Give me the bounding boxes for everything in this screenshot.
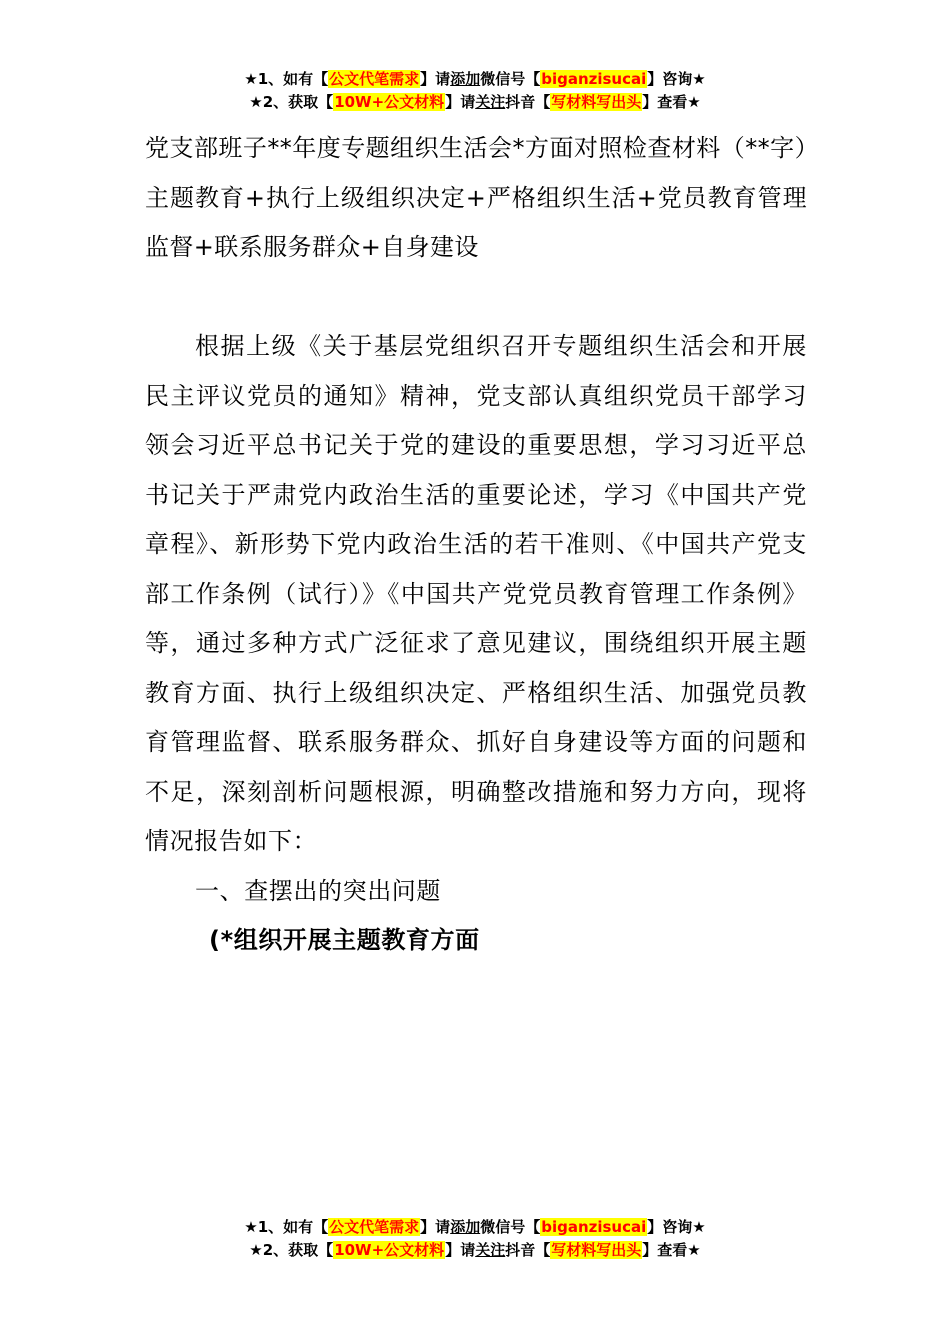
underlined-text: 关注	[475, 93, 506, 111]
banner-text: 】请	[420, 1218, 451, 1236]
highlight-materials: 10W+公文材料	[334, 1241, 445, 1259]
banner-text: 抖音【	[505, 1241, 551, 1259]
footer-banner	[0, 1216, 950, 1262]
banner-text: 】请	[445, 1241, 476, 1259]
blank-line	[145, 273, 807, 323]
banner-text: 抖音【	[505, 93, 551, 111]
highlight-service: 公文代笔需求	[329, 70, 420, 88]
banner-line-2	[0, 91, 950, 114]
banner-text: 】查看★	[642, 1241, 701, 1259]
highlight-wechat-id: biganzisucai	[541, 70, 647, 88]
highlight-douyin-name: 写材料写出头	[551, 1241, 642, 1259]
highlight-wechat-id: biganzisucai	[541, 1218, 647, 1236]
underlined-text: 添加	[450, 1218, 481, 1236]
document-title: 党支部班子**年度专题组织生活会*方面对照检查材料（**字）主题教育+执行上级组织决定+严格组织生活+党员教育管理监督+联系服务群众+自身建设	[145, 134, 807, 261]
banner-text: ★2、获取【	[249, 1241, 334, 1259]
banner-line-2	[0, 1239, 950, 1262]
highlight-materials: 10W+公文材料	[334, 93, 445, 111]
banner-text: 】请	[445, 93, 476, 111]
banner-text: ★1、如有【	[244, 1218, 329, 1236]
underlined-text: 添加	[450, 70, 481, 88]
intro-paragraph: 根据上级《关于基层党组织召开专题组织生活会和开展民主评议党员的通知》精神，党支部认真组织党员干部学习领会习近平总书记关于党的建设的重要思想，学习习近平总书记关于严肃党内政治生活的重要论述，学习《中国共产党章程》、新形势下党内政治生活的若干准则、《中国共产党支部工作条例（试行）》《中国共产党党员教育管理工作条例》等，通过多种方式广泛征求了意见建议，围绕组织开展主题教育方面、执行上级组织决定、严格组织生活、加强党员教育管理监督、联系服务群众、抓好自身建设等方面的问题和不足，深刻剖析问题根源，明确整改措施和努力方向，现将情况报告如下：	[145, 332, 807, 855]
document-body	[145, 124, 807, 966]
banner-line-1	[0, 68, 950, 91]
highlight-service: 公文代笔需求	[329, 1218, 420, 1236]
header-banner	[0, 68, 950, 114]
banner-text: ★1、如有【	[244, 70, 329, 88]
banner-text: 】查看★	[642, 93, 701, 111]
subsection-heading: (*组织开展主题教育方面	[209, 926, 480, 954]
banner-text: 微信号【	[480, 70, 541, 88]
banner-text: 】咨询★	[647, 70, 706, 88]
banner-text: ★2、获取【	[249, 93, 334, 111]
banner-text: 微信号【	[480, 1218, 541, 1236]
banner-line-1	[0, 1216, 950, 1239]
banner-text: 】咨询★	[647, 1218, 706, 1236]
highlight-douyin-name: 写材料写出头	[551, 93, 642, 111]
banner-text: 】请	[420, 70, 451, 88]
underlined-text: 关注	[475, 1241, 506, 1259]
section-heading: 一、查摆出的突出问题	[195, 876, 441, 905]
